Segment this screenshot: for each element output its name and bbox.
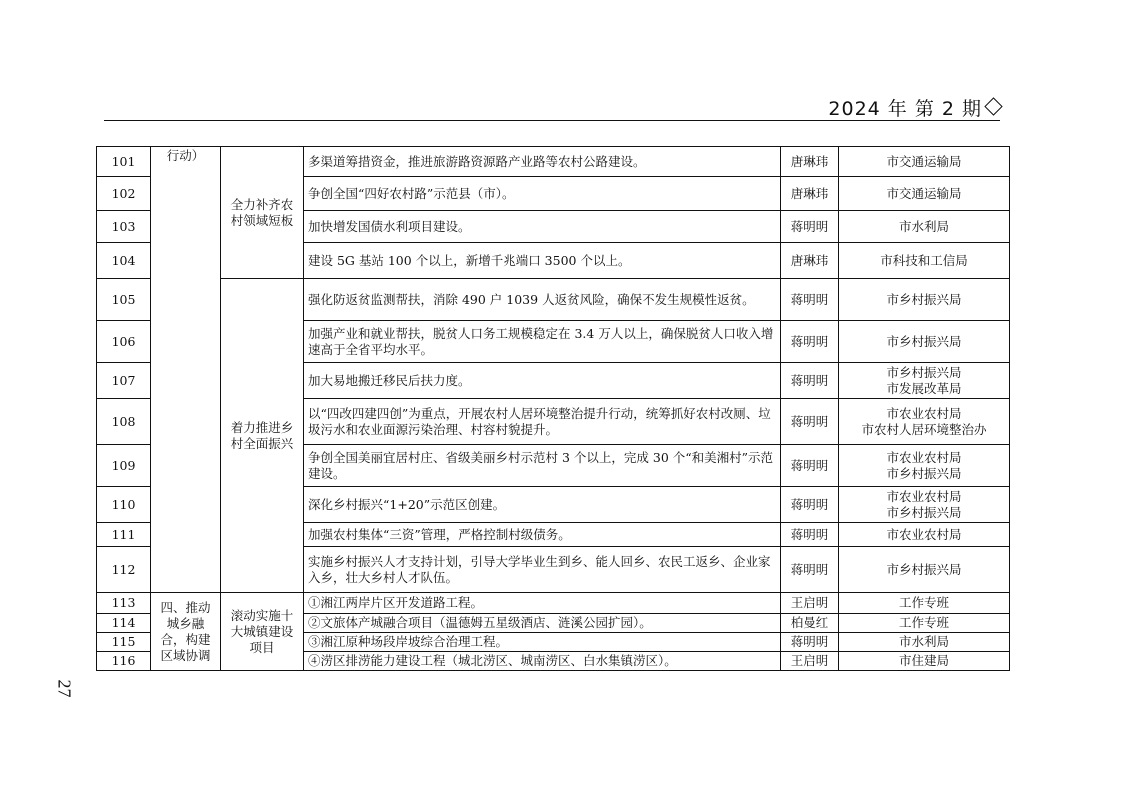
responsible-unit xyxy=(839,147,1010,177)
responsible-unit xyxy=(839,547,1010,593)
policy-table xyxy=(96,146,1010,671)
responsible-unit xyxy=(839,445,1010,487)
unit-line: 市乡村振兴局 xyxy=(886,333,962,349)
row-number: 116 xyxy=(97,652,151,671)
header-rule xyxy=(104,120,1000,121)
responsible-unit xyxy=(839,243,1010,279)
leader-name: 蒋明明 xyxy=(781,363,839,399)
task-text: 强化防返贫监测帮扶，消除 490 户 1039 人返贫风险，确保不发生规模性返贫。 xyxy=(304,279,781,321)
leader-name: 王启明 xyxy=(781,652,839,671)
row-number: 111 xyxy=(97,523,151,547)
responsible-unit xyxy=(839,211,1010,243)
task-text: 争创全国“四好农村路”示范县（市）。 xyxy=(304,177,781,211)
row-number: 103 xyxy=(97,211,151,243)
category-primary: 四、推动城乡融合，构建区域协调 xyxy=(151,593,221,671)
leader-name: 蒋明明 xyxy=(781,321,839,363)
unit-line: 市科技和工信局 xyxy=(880,252,968,268)
leader-name: 蒋明明 xyxy=(781,445,839,487)
diamond-icon xyxy=(984,97,1002,115)
unit-line: 市农村人居环境整治办 xyxy=(861,421,987,437)
leader-name: 蒋明明 xyxy=(781,523,839,547)
row-number: 112 xyxy=(97,547,151,593)
unit-line: 市农业农村局 xyxy=(886,449,962,465)
leader-name: 蒋明明 xyxy=(781,487,839,523)
unit-line: 市交通运输局 xyxy=(886,185,962,201)
leader-name: 唐琳玮 xyxy=(781,147,839,177)
task-text: 建设 5G 基站 100 个以上，新增千兆端口 3500 个以上。 xyxy=(304,243,781,279)
unit-line: 市住建局 xyxy=(898,653,949,668)
unit-line: 市乡村振兴局 xyxy=(886,291,962,307)
table-row xyxy=(97,593,1010,614)
row-number: 104 xyxy=(97,243,151,279)
task-text: 以“四改四建四创”为重点，开展农村人居环境整治提升行动，统筹抓好农村改厕、垃圾污水和农业面源污染治理、村容村貌提升。 xyxy=(304,399,781,445)
row-number: 101 xyxy=(97,147,151,177)
responsible-unit xyxy=(839,614,1010,633)
leader-name: 柏曼红 xyxy=(781,614,839,633)
row-number: 102 xyxy=(97,177,151,211)
row-number: 110 xyxy=(97,487,151,523)
task-text: 实施乡村振兴人才支持计划，引导大学毕业生到乡、能人回乡、农民工返乡、企业家入乡，壮大乡村人才队伍。 xyxy=(304,547,781,593)
responsible-unit xyxy=(839,523,1010,547)
responsible-unit xyxy=(839,652,1010,671)
unit-line: 市交通运输局 xyxy=(886,153,962,169)
page-number: 27 xyxy=(54,679,75,698)
responsible-unit xyxy=(839,487,1010,523)
task-text: 加强农村集体“三资”管理，严格控制村级债务。 xyxy=(304,523,781,547)
responsible-unit xyxy=(839,279,1010,321)
responsible-unit xyxy=(839,399,1010,445)
issue-label: 2024 年 第 2 期 xyxy=(828,98,982,120)
row-number: 114 xyxy=(97,614,151,633)
responsible-unit xyxy=(839,363,1010,399)
table-row xyxy=(97,279,1010,321)
leader-name: 唐琳玮 xyxy=(781,243,839,279)
row-number: 115 xyxy=(97,633,151,652)
leader-name: 蒋明明 xyxy=(781,211,839,243)
leader-name: 唐琳玮 xyxy=(781,177,839,211)
task-text: ②文旅体产城融合项目（温德姆五星级酒店、涟溪公园扩园）。 xyxy=(304,614,781,633)
row-number: 109 xyxy=(97,445,151,487)
leader-name: 蒋明明 xyxy=(781,547,839,593)
row-number: 106 xyxy=(97,321,151,363)
task-text: 加大易地搬迁移民后扶力度。 xyxy=(304,363,781,399)
unit-line: 市水利局 xyxy=(898,218,949,234)
responsible-unit xyxy=(839,177,1010,211)
unit-line: 市农业农村局 xyxy=(886,405,962,421)
unit-line: 工作专班 xyxy=(898,595,949,610)
unit-line: 市乡村振兴局 xyxy=(886,504,962,520)
category-primary: 行动） xyxy=(151,147,221,593)
unit-line: 市乡村振兴局 xyxy=(886,465,962,481)
task-text: 加快增发国债水利项目建设。 xyxy=(304,211,781,243)
unit-line: 市乡村振兴局 xyxy=(886,364,962,380)
row-number: 113 xyxy=(97,593,151,614)
unit-line: 工作专班 xyxy=(898,615,949,630)
unit-line: 市乡村振兴局 xyxy=(886,561,962,577)
task-text: 深化乡村振兴“1+20”示范区创建。 xyxy=(304,487,781,523)
category-secondary: 全力补齐农村领域短板 xyxy=(221,147,304,279)
task-text: 多渠道筹措资金，推进旅游路资源路产业路等农村公路建设。 xyxy=(304,147,781,177)
row-number: 107 xyxy=(97,363,151,399)
leader-name: 蒋明明 xyxy=(781,279,839,321)
task-text: 争创全国美丽宜居村庄、省级美丽乡村示范村 3 个以上，完成 30 个“和美湘村”示范建设。 xyxy=(304,445,781,487)
leader-name: 蒋明明 xyxy=(781,399,839,445)
unit-line: 市水利局 xyxy=(898,634,949,649)
table-row xyxy=(97,147,1010,177)
unit-line: 市发展改革局 xyxy=(886,380,962,396)
responsible-unit xyxy=(839,593,1010,614)
category-secondary: 滚动实施十大城镇建设项目 xyxy=(221,593,304,671)
task-text: ①湘江两岸片区开发道路工程。 xyxy=(304,593,781,614)
unit-line: 市农业农村局 xyxy=(886,526,962,542)
leader-name: 王启明 xyxy=(781,593,839,614)
task-text: ③湘江原种场段岸坡综合治理工程。 xyxy=(304,633,781,652)
unit-line: 市农业农村局 xyxy=(886,488,962,504)
row-number: 105 xyxy=(97,279,151,321)
task-text: ④涝区排涝能力建设工程（城北涝区、城南涝区、白水集镇涝区）。 xyxy=(304,652,781,671)
responsible-unit xyxy=(839,633,1010,652)
row-number: 108 xyxy=(97,399,151,445)
task-text: 加强产业和就业帮扶，脱贫人口务工规模稳定在 3.4 万人以上，确保脱贫人口收入增速高于全省平均水平。 xyxy=(304,321,781,363)
leader-name: 蒋明明 xyxy=(781,633,839,652)
category-secondary: 着力推进乡村全面振兴 xyxy=(221,279,304,593)
responsible-unit xyxy=(839,321,1010,363)
